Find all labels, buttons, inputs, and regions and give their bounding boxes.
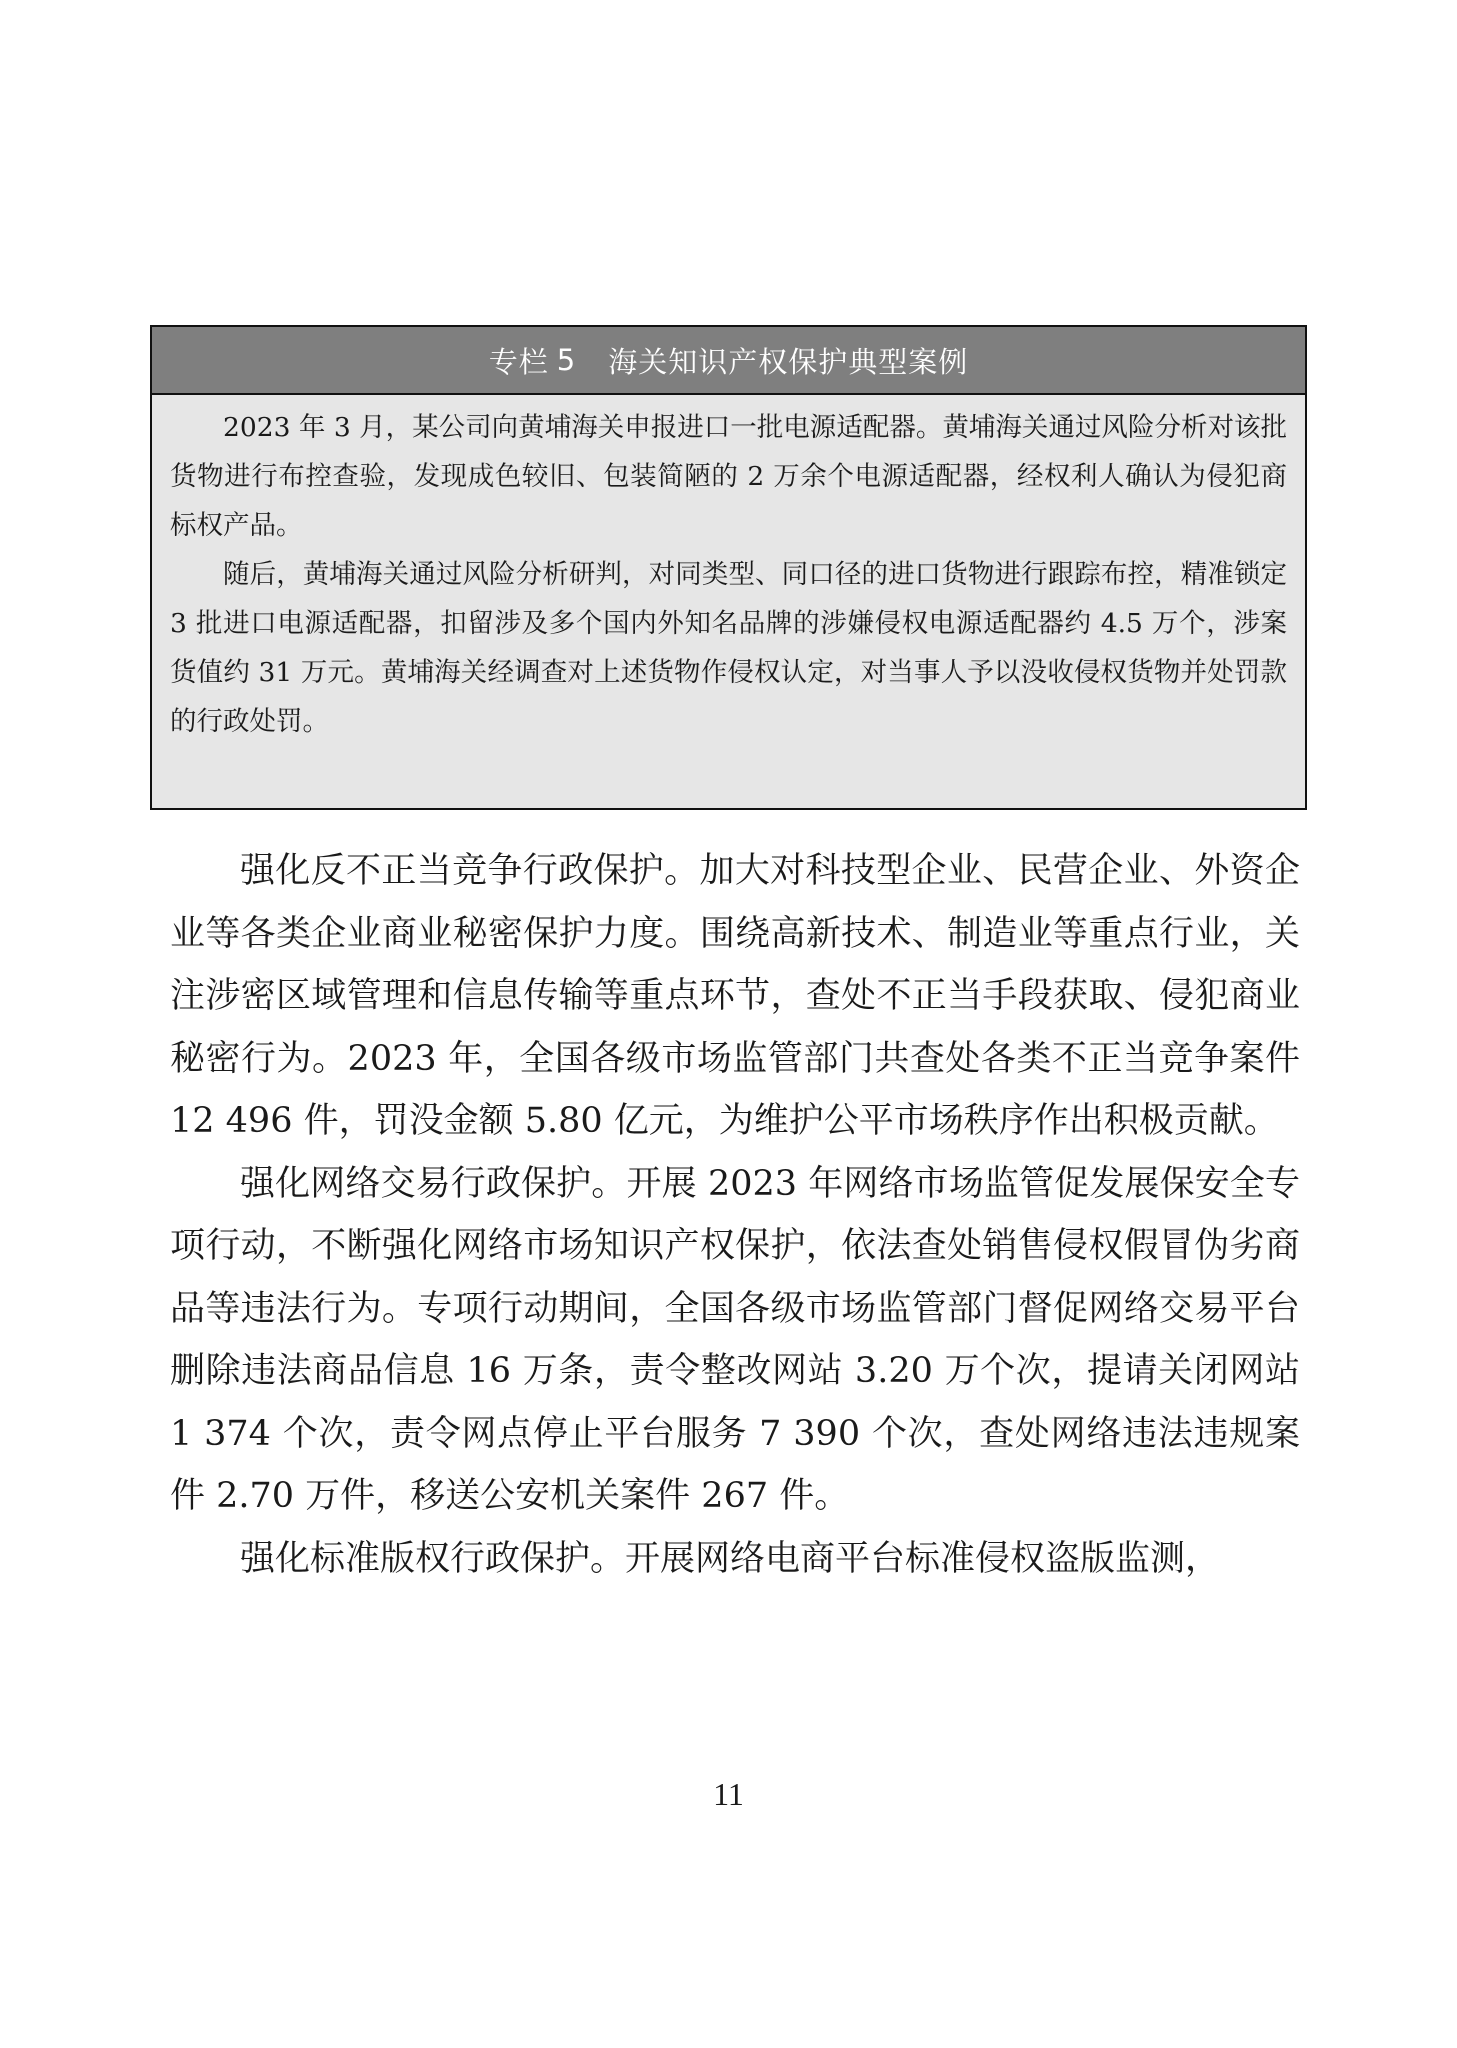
sidebar-paragraph: 2023 年 3 月，某公司向黄埔海关申报进口一批电源适配器。黄埔海关通过风险分析对该批货物进行布控查验，发现成色较旧、包装简陋的 2 万余个电源适配器，经权利人确认为侵犯商标权产品。 <box>170 412 1287 541</box>
main-text <box>170 840 1300 1590</box>
sidebar-title: 海关知识产权保护典型案例 <box>608 344 969 379</box>
case-sidebar-box <box>150 325 1307 810</box>
sidebar-paragraph: 随后，黄埔海关通过风险分析研判，对同类型、同口径的进口货物进行跟踪布控，精准锁定 3 批进口电源适配器，扣留涉及多个国内外知名品牌的涉嫌侵权电源适配器约 4.5 万个，涉案货值约 31 万元。黄埔海关经调查对上述货物作侵权认定，对当事人予以没收侵权货物并处罚款的行政处罚。 <box>170 559 1287 737</box>
body-paragraph: 强化标准版权行政保护。开展网络电商平台标准侵权盗版监测， <box>240 1538 1221 1579</box>
sidebar-label: 专栏 <box>488 344 549 379</box>
sidebar-header <box>152 327 1305 395</box>
sidebar-number: 5 <box>556 343 577 377</box>
sidebar-body <box>152 395 1305 746</box>
page-number: 11 <box>713 1776 744 1812</box>
body-paragraph: 强化网络交易行政保护。开展 2023 年网络市场监管促发展保安全专项行动，不断强化网络市场知识产权保护，依法查处销售侵权假冒伪劣商品等违法行为。专项行动期间，全国各级市场监管部门督促网络交易平台删除违法商品信息 16 万条，责令整改网站 3.20 万个次，提请关闭网站 1 374 个次，责令网点停止平台服务 7 390 个次，查处网络违法违规案件 2.70 万件，移送公安机关案件 267 件。 <box>170 1163 1300 1516</box>
body-paragraph: 强化反不正当竞争行政保护。加大对科技型企业、民营企业、外资企业等各类企业商业秘密保护力度。围绕高新技术、制造业等重点行业，关注涉密区域管理和信息传输等重点环节，查处不正当手段获取、侵犯商业秘密行为。2023 年，全国各级市场监管部门共查处各类不正当竞争案件 12 496 件，罚没金额 5.80 亿元，为维护公平市场秩序作出积极贡献。 <box>170 851 1300 1141</box>
